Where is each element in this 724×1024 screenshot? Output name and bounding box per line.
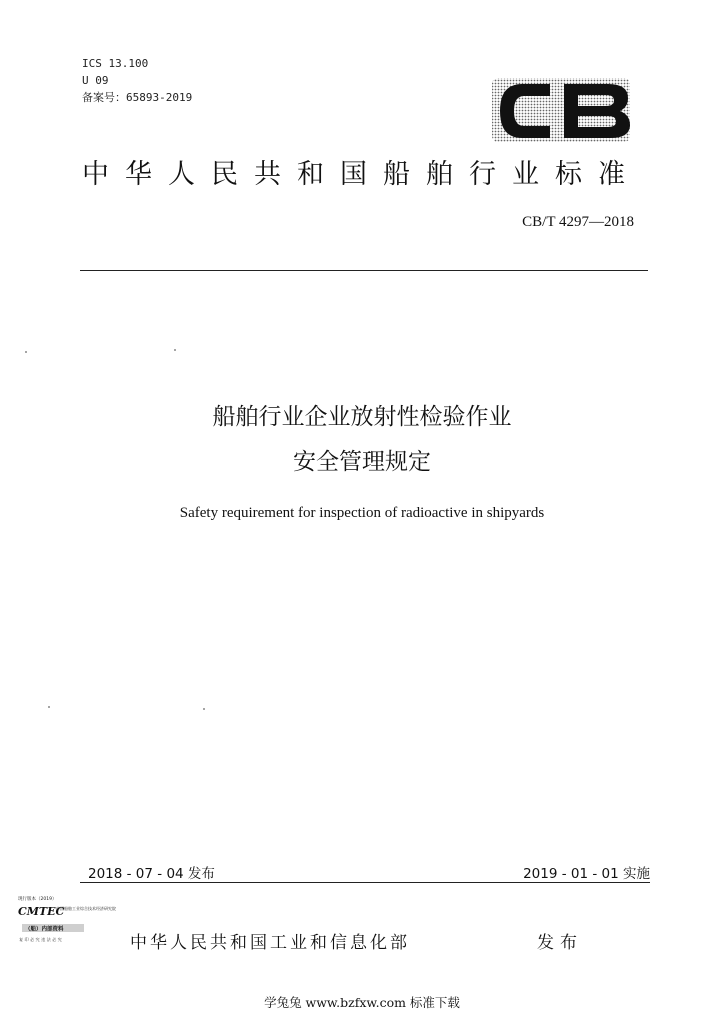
stamp-line1: 现行版本（2019） [18, 897, 57, 902]
stamp-line3: 中国船舶工业综合技术经济研究院 [56, 906, 116, 911]
record-number: 备案号：65893-2019 [82, 91, 193, 104]
footer-divider [80, 882, 650, 883]
issuing-authority: 中华人民共和国工业和信息化部 [130, 933, 410, 953]
cb-logo [488, 76, 638, 146]
stamp-line5: 复 印 必 究 违 法 必 究 [19, 937, 62, 942]
scan-speck [174, 349, 176, 351]
ccs-code: U 09 [82, 74, 109, 87]
standard-title: 中华人民共和国船舶行业标准 [82, 159, 641, 190]
english-title: Safety requirement for inspection of radioactive in shipyards [179, 505, 545, 521]
issue-date: 2018 - 07 - 04 发布 [88, 866, 215, 882]
ics-code: ICS 13.100 [82, 57, 149, 70]
classification-block [82, 55, 192, 106]
stamp-logo: CMTEC [18, 905, 65, 918]
header-divider [80, 270, 648, 271]
document-title-line1: 船舶行业企业放射性检验作业 [212, 404, 512, 430]
stamp-line4: （船）内部资料 [25, 926, 64, 933]
scan-speck [203, 708, 205, 710]
issue-label: 发布 [537, 933, 583, 953]
implementation-date: 2019 - 01 - 01 实施 [523, 866, 650, 882]
scan-speck [48, 706, 50, 708]
document-title-line2: 安全管理规定 [293, 449, 431, 475]
scan-speck [25, 351, 27, 353]
source-watermark: 学兔兔 www.bzfxw.com 标准下载 [264, 995, 460, 1010]
standard-number: CB/T 4297—2018 [522, 214, 634, 230]
publisher-stamp [16, 893, 116, 945]
